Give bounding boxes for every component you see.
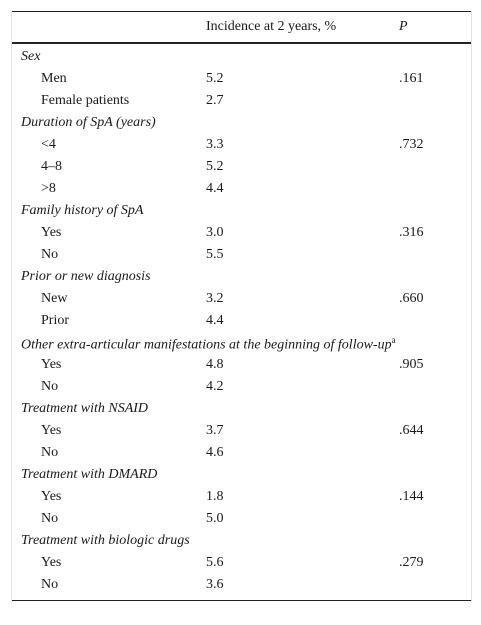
row-label: No [41,247,59,262]
row-incidence: 5.0 [206,511,224,526]
bottom-rule [12,600,471,601]
table-row [12,288,471,310]
group-title [12,530,471,552]
table-row [12,354,471,376]
row-label: Female patients [41,93,130,108]
row-p-value: .905 [399,357,424,372]
row-incidence: 1.8 [206,489,224,504]
group-title-text [21,401,148,417]
group-title-label: Other extra-articular manifestations at the beginning of follow-up [21,337,392,353]
row-label: Yes [41,357,62,372]
row-incidence: 3.3 [206,137,224,152]
row-label: No [41,577,59,592]
table-row [12,68,471,90]
table-row [12,574,471,596]
row-incidence: 5.2 [206,71,224,86]
group-title [12,200,471,222]
row-label: No [41,445,59,460]
table-row [12,156,471,178]
header-p: P [399,19,408,34]
group-title-label: Prior or new diagnosis [21,269,151,284]
row-label: Yes [41,555,62,570]
row-incidence: 3.6 [206,577,224,592]
group-title-text [21,115,156,131]
row-incidence: 3.7 [206,423,224,438]
table-row [12,376,471,398]
row-label: No [41,379,59,394]
row-p-value: .644 [399,423,424,438]
group-title-text [21,533,190,549]
row-p-value: .144 [399,489,424,504]
table-row [12,442,471,464]
table-header [12,12,471,44]
table-row [12,310,471,332]
row-label: Prior [41,313,69,328]
row-label: Yes [41,423,62,438]
group-title-text [21,269,151,285]
row-label: Yes [41,225,62,240]
table-row [12,178,471,200]
row-incidence: 2.7 [206,93,224,108]
row-incidence: 4.2 [206,379,224,394]
group-title-label: Family history of SpA [21,203,144,218]
row-label: 4–8 [41,159,62,174]
group-title [12,46,471,68]
row-label: Men [41,71,67,86]
row-incidence: 5.6 [206,555,224,570]
group-title-label: Treatment with DMARD [21,467,158,482]
table-body [12,44,471,596]
group-title [12,398,471,420]
row-label: No [41,511,59,526]
row-p-value: .660 [399,291,424,306]
header-incidence: Incidence at 2 years, % [206,19,337,34]
table-row [12,508,471,530]
footnote-marker: a [391,335,396,345]
group-title-text [21,467,157,483]
group-title [12,112,471,134]
group-title-text [21,203,144,219]
row-incidence: 4.8 [206,357,224,372]
group-title-label: Treatment with biologic drugs [21,533,190,548]
group-title [12,266,471,288]
row-p-value: .732 [399,137,424,152]
group-title [12,464,471,486]
row-p-value: .161 [399,71,424,86]
group-title [12,332,471,354]
group-title-text [21,49,40,65]
table-row [12,222,471,244]
row-p-value: .279 [399,555,424,570]
table-row [12,486,471,508]
row-incidence: 5.2 [206,159,224,174]
row-incidence: 3.2 [206,291,224,306]
row-label: New [41,291,68,306]
row-incidence: 4.4 [206,181,224,196]
group-title-text [21,335,396,354]
group-title-label: Treatment with NSAID [21,401,149,416]
table-row [12,134,471,156]
group-title-label: Sex [21,49,41,64]
row-incidence: 4.6 [206,445,224,460]
table-row [12,90,471,112]
table-row [12,244,471,266]
row-label: >8 [41,181,56,196]
table-row [12,552,471,574]
group-title-label: Duration of SpA (years) [21,115,156,130]
incidence-table [11,11,472,601]
row-label: <4 [41,137,56,152]
row-incidence: 4.4 [206,313,224,328]
table-row [12,420,471,442]
row-p-value: .316 [399,225,424,240]
row-label: Yes [41,489,62,504]
row-incidence: 5.5 [206,247,224,262]
row-incidence: 3.0 [206,225,224,240]
